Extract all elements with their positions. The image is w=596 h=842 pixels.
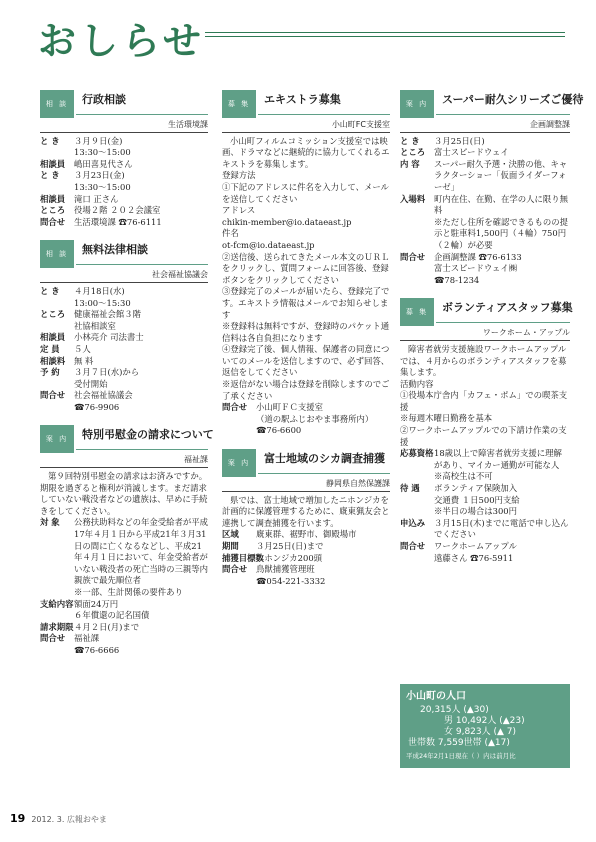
footer: [10, 812, 107, 825]
info-label: 予 約: [40, 367, 60, 378]
info-label: 内 容: [400, 158, 420, 169]
section-dept: 静岡県自然保護課: [222, 478, 390, 492]
info-row: [400, 495, 570, 507]
info-value: ※半日の場合は300円: [434, 506, 517, 517]
section-body: 第９回特別弔慰金の請求はお済みですか。期限を過ぎると権利が消滅します。まだ請求していない戦没者などの遺族は、早めに手続きをしてください。: [40, 471, 208, 516]
info-label: [400, 495, 434, 507]
info-label: [400, 217, 434, 252]
info-row: [400, 483, 570, 495]
column-middle: [222, 90, 390, 587]
info-label: [40, 182, 74, 194]
info-value: ☎054-221-3332: [256, 575, 326, 586]
info-row: [40, 170, 208, 182]
section-law: [40, 240, 208, 413]
info-row: [400, 194, 570, 217]
section-title: 行政相談: [82, 93, 126, 106]
info-row: [222, 402, 390, 414]
section-line: chikin-member@io.dataeast.jp: [222, 216, 352, 227]
info-value: ☎76-9906: [74, 401, 120, 412]
info-label: と き: [40, 135, 60, 146]
info-row: [400, 506, 570, 518]
info-label: [400, 275, 434, 287]
section-dept: 小山町FC支援室: [222, 119, 390, 133]
info-value: （道の駅ふじおやま事務所内）: [256, 413, 374, 424]
info-label: と き: [400, 135, 420, 146]
info-value: 小山町ＦＣ支援室: [256, 402, 323, 413]
info-value: 福祉課: [74, 633, 100, 644]
info-label: 捕獲目標数: [222, 552, 264, 563]
info-label: [40, 587, 74, 599]
info-row: [40, 159, 208, 171]
info-value: ボランティア保険加入: [434, 483, 518, 494]
info-label: [222, 576, 256, 588]
section-header: [40, 90, 208, 118]
info-value: ３月23日(金): [74, 170, 125, 181]
info-row: [400, 518, 570, 541]
info-label: と き: [40, 170, 60, 181]
section-line: 件名: [222, 228, 239, 239]
info-label: 相談員: [40, 193, 66, 204]
info-label: と き: [40, 285, 60, 296]
info-label: 請求期限: [40, 621, 74, 632]
column-right: [400, 90, 584, 564]
info-value: ６年償還の記名国債: [74, 610, 150, 621]
info-row: [40, 645, 208, 657]
info-row: [400, 252, 570, 264]
section-underline: [76, 449, 208, 450]
info-value: 鳥獣捕獲管理班: [256, 564, 315, 575]
info-row: [400, 159, 570, 194]
info-label: 入場料: [400, 193, 426, 204]
info-label: [40, 645, 74, 657]
info-row: [40, 367, 208, 379]
section-body: 障害者就労支援施設ワークホームアップルでは、４月からのボランティアスタッフを募集します。: [400, 343, 567, 378]
info-value: 滝口 正さん: [74, 193, 119, 204]
info-row: [40, 610, 208, 622]
info-label: 相談員: [40, 332, 66, 343]
info-value: スーパー耐久予選・決勝の他、キャラクターショー「仮面ライダーフォーゼ」: [434, 158, 568, 192]
info-label: 定 員: [40, 343, 60, 354]
info-label: ところ: [40, 205, 66, 216]
info-label: [400, 506, 434, 518]
info-label: 申込み: [400, 517, 426, 528]
section-title: 特別弔慰金の請求について: [82, 428, 214, 442]
section-line: ③登録完了のメールが届いたら、登録完了です。エキストラ情報はメールでお知らせします: [222, 286, 390, 320]
info-value: ※一部、生計関係の要件あり: [74, 587, 183, 597]
info-row: [222, 529, 390, 541]
info-row: [222, 553, 390, 565]
page-number: 19: [10, 812, 26, 825]
info-label: 問合せ: [400, 251, 426, 262]
section-body: 県では、富士地域で増加したニホンジカを計画的に保護管理するために、廐東猟友会と連携して調査捕獲を行います。: [222, 494, 390, 528]
info-row: [222, 425, 390, 437]
section-underline: [436, 322, 570, 323]
info-label: [40, 298, 74, 310]
section-title: エキストラ募集: [264, 93, 341, 106]
info-row: [40, 182, 208, 194]
info-label: 対 象: [40, 517, 60, 528]
info-row: [40, 633, 208, 645]
info-value: ※ただし住所を確認できるものの提示と駐車料1,500円（４輪）750円（２輪）が必要: [434, 216, 568, 250]
column-left: [40, 90, 214, 657]
info-label: [400, 553, 434, 565]
title-rule: [205, 32, 565, 33]
section-header: [400, 90, 584, 118]
title-rule: [205, 36, 565, 37]
info-value: 13:00～15:30: [74, 297, 131, 308]
population-households: 世帯数 7,559世帯 (▲17): [408, 738, 510, 748]
info-value: 社会福祉協議会: [74, 390, 133, 401]
section-tag: 案 内: [400, 90, 434, 118]
info-value: ☎76-6600: [256, 425, 302, 436]
population-female: 女 9,823人 (▲ 7): [444, 727, 517, 737]
section-header: [40, 425, 214, 453]
page-title: おしらせ: [38, 19, 205, 63]
info-label: 応募資格: [400, 448, 434, 459]
info-label: [222, 414, 256, 426]
section-extra: [222, 90, 390, 437]
info-row: [400, 448, 570, 483]
info-value: ３月25日(日)まで: [256, 541, 324, 551]
section-line: ※登録料は無料ですが、登録時のパケット通信料は各自負担になります: [222, 321, 390, 343]
info-row: [40, 599, 208, 611]
info-row: [40, 344, 208, 356]
info-row: [40, 517, 208, 587]
info-label: 問合せ: [222, 564, 248, 575]
info-label: [40, 379, 74, 391]
info-row: [40, 298, 208, 310]
section-dept: 福祉課: [40, 454, 208, 468]
info-label: 問合せ: [40, 390, 66, 401]
section-line: ②ワークホームアップルでの下請け作業の支援: [400, 425, 567, 447]
population-total: 20,315人 (▲30): [420, 705, 489, 715]
info-value: ☎78-1234: [434, 274, 480, 285]
section-header: [400, 298, 573, 326]
info-value: ワークホームアップル: [434, 541, 517, 551]
info-row: [222, 576, 390, 588]
info-label: 問合せ: [40, 633, 66, 644]
population-box: [400, 684, 570, 768]
section-line: ④登録完了後、個人情報、保護者の同意についてのメールを送信しますので、必ず回答、返信をしてください: [222, 344, 390, 378]
info-row: [40, 136, 208, 148]
section-tag: 案 内: [40, 425, 74, 453]
section-choikin: [40, 425, 214, 656]
section-line: 登録方法: [222, 170, 256, 181]
info-row: [40, 309, 208, 321]
section-line: ②送信後、送られてきたメール本文のＵＲＬをクリックし、質問フォームに回答後、登録ボタンをクリックしてください: [222, 251, 390, 285]
info-value: 13:30～15:00: [74, 147, 131, 158]
section-deer: [222, 449, 390, 587]
section-title: ボランティアスタッフ募集: [442, 301, 573, 315]
info-value: ３月９日(金): [74, 135, 123, 146]
info-label: 相談料: [40, 355, 66, 366]
section-volunteer: [400, 298, 573, 564]
info-row: [400, 147, 570, 159]
info-label: [400, 263, 434, 275]
info-value: ４月２日(月)まで: [74, 621, 140, 632]
info-value: 18歳以上で障害者就労支援に理解があり、マイカー通勤が可能な人 ※高校生は不可: [434, 448, 562, 482]
info-value: 役場２階 ２０２会議室: [74, 205, 161, 216]
info-value: ３月25日(日): [434, 135, 485, 146]
info-row: [40, 379, 208, 391]
info-row: [40, 332, 208, 344]
info-row: [40, 205, 208, 217]
info-label: 問合せ: [222, 402, 248, 413]
section-header: [40, 240, 208, 268]
section-line: ①下記のアドレスに件名を入力して、メールを送信してください: [222, 181, 389, 204]
info-value: 廐東群、裾野市、御殿場市: [256, 529, 357, 540]
section-header: [222, 90, 390, 118]
info-value: 13:30～15:00: [74, 181, 131, 192]
section-tag: 案 内: [222, 449, 256, 477]
info-value: 生活環境課 ☎76-6111: [74, 216, 162, 227]
info-row: [222, 414, 390, 426]
info-value: ５人: [74, 343, 91, 354]
info-row: [222, 564, 390, 576]
info-value: ３月15日(木)までに電話で申し込んでください: [434, 517, 569, 540]
info-row: [40, 147, 208, 159]
population-male: 男 10,492人 (▲23): [444, 716, 525, 726]
info-label: [222, 425, 256, 437]
info-row: [40, 356, 208, 368]
section-underline: [258, 473, 390, 474]
info-row: [40, 622, 208, 634]
info-value: 町内在住、在勤、在学の人に限り無料: [434, 193, 568, 216]
info-value: 社協相談室: [74, 320, 116, 331]
info-value: 富士スピードウェイ: [434, 147, 509, 158]
section-dept: ワークホーム・アップル: [400, 327, 570, 341]
section-tag: 募 集: [222, 90, 256, 118]
info-value: 交通費 １日500円支給: [434, 494, 520, 505]
info-value: 受付開始: [74, 378, 108, 389]
info-row: [400, 553, 570, 565]
section-header: [222, 449, 390, 477]
section-line: ※毎週木曜日勤務を基本: [400, 413, 493, 424]
info-label: [40, 610, 74, 622]
info-label: [40, 147, 74, 159]
section-line: ot-fcm@io.dataeast.jp: [222, 239, 315, 250]
info-label: 区域: [222, 529, 239, 540]
population-note: 平成24年2月1日現在（ ）内は前月比: [406, 752, 516, 760]
section-underline: [76, 264, 208, 265]
info-label: 待 遇: [400, 483, 420, 494]
info-value: ４月18日(水): [74, 285, 125, 296]
section-line: 活動内容: [400, 378, 434, 389]
section-line: ①役場本庁舎内「カフェ・ポム」での喫茶支援: [400, 390, 568, 412]
section-body: 小山町フィルムコミッション支援室では映画、ドラマなどに継続的に協力してくれるエキストラを募集します。: [222, 135, 390, 169]
section-tag: 相 談: [40, 240, 74, 268]
info-value: ☎76-6666: [74, 644, 120, 655]
info-label: 相談員: [40, 158, 66, 169]
info-row: [400, 136, 570, 148]
section-tag: 募 集: [400, 298, 434, 326]
info-row: [40, 321, 208, 333]
section-gyosei: [40, 90, 208, 228]
info-value: 嶋田喜見代さん: [74, 158, 133, 169]
info-row: [40, 587, 208, 599]
section-super-taikyu: [400, 90, 584, 286]
info-value: 健康福祉会館３階: [74, 309, 141, 320]
section-line: アドレス: [222, 205, 256, 216]
info-label: [40, 321, 74, 333]
info-label: 期間: [222, 541, 239, 551]
info-row: [40, 194, 208, 206]
info-row: [400, 541, 570, 553]
info-label: 支給内容: [40, 598, 74, 609]
info-value: 小林亮介 司法書士: [74, 332, 144, 343]
section-underline: [258, 114, 390, 115]
section-line: ※返信がない場合は登録を削除しますのでご了承ください: [222, 379, 390, 401]
section-dept: 生活環境課: [40, 119, 208, 133]
info-row: [400, 275, 570, 287]
section-underline: [76, 114, 208, 115]
info-row: [40, 286, 208, 298]
info-row: [40, 402, 208, 414]
info-label: ところ: [40, 309, 66, 320]
info-row: [400, 263, 570, 275]
info-value: 遠藤さん ☎76-5911: [434, 552, 514, 563]
section-dept: 社会福祉協議会: [40, 269, 208, 283]
section-title: 富士地域のシカ調査捕獲: [264, 452, 385, 466]
info-label: 問合せ: [40, 216, 66, 227]
info-value: ニホンジカ200頭: [256, 552, 323, 563]
info-row: [40, 217, 208, 229]
info-label: ところ: [400, 147, 426, 158]
info-row: [222, 541, 390, 553]
section-title: 無料法律相談: [82, 243, 148, 257]
section-underline: [436, 114, 570, 115]
info-value: 富士スピードウェイ㈱: [434, 263, 518, 274]
info-label: [40, 402, 74, 414]
section-title: スーパー耐久シリーズご優待: [442, 93, 584, 106]
info-value: 額面24万円: [74, 598, 119, 609]
section-tag: 相 談: [40, 90, 74, 118]
population-heading: 小山町の人口: [406, 691, 466, 702]
info-value: ３月７日(水)から: [74, 367, 140, 378]
info-value: 無 料: [74, 355, 94, 366]
section-dept: 企画調整課: [400, 119, 570, 133]
info-value: 公務扶助料などの年金受給者が平成17年４月１日から平成21年３月31日の間に亡くなるなどし、平成21年４月１日において、年金受給者がいない戦没者の死亡当時の三親等内親族で最先順位者: [74, 517, 208, 586]
info-row: [400, 217, 570, 252]
issue: 2012. 3. 広報おやま: [31, 815, 107, 824]
info-label: 問合せ: [400, 541, 426, 551]
info-value: 企画調整課 ☎76-6133: [434, 251, 522, 262]
info-row: [40, 390, 208, 402]
